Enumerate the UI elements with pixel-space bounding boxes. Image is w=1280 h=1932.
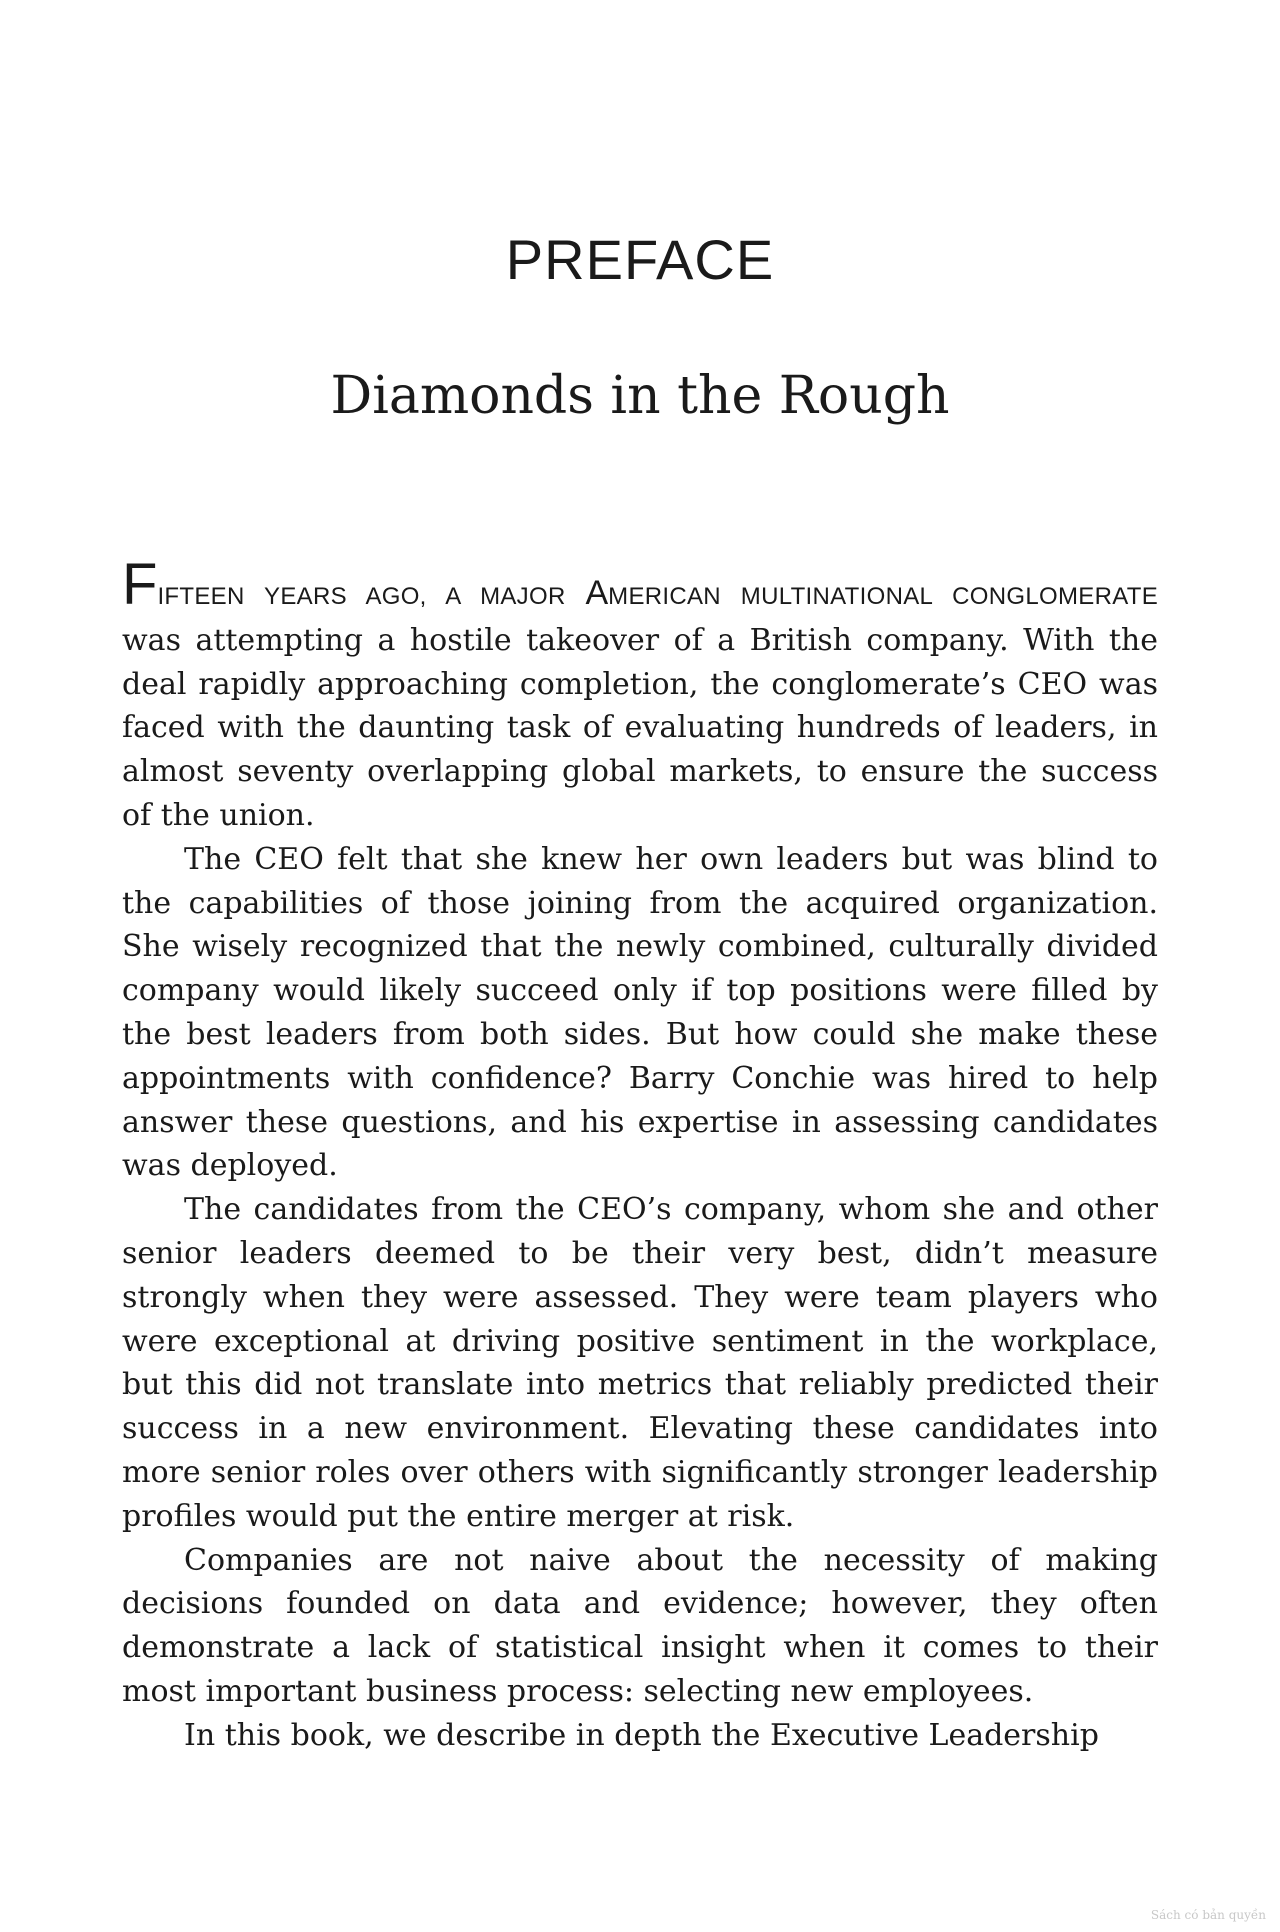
lead-text-part1: IFTEEN YEARS AGO, A MAJOR [157,583,586,610]
opening-lead-line [122,552,1159,619]
paragraph: In this book, we describe in depth the Executive Leadership [184,1717,1099,1753]
opening-rest: was attempting a hostile takeover of a British company. With the deal rapidly approaching completion, the conglomerate’s CEO was faced with the daunting task of evaluating hundreds of leaders, in almost seventy overlapping global markets, to ensure the success of the union. [122,622,1158,833]
opening-paragraph [122,552,1159,838]
lead-cap: A [585,574,609,612]
lead-text-part2: MERICAN MULTINATIONAL CONGLOMERATE [608,583,1159,610]
paragraph: The candidates from the CEO’s company, whom she and other senior leaders deemed to be their very best, didn’t measure strongly when they were assessed. They were team players who were exceptional at driving positive sentiment in the workplace, but this did not translate into metrics that reliably predicted their success in a new environment. Elevating these candidates into more senior roles over others with significantly stronger leadership profiles would put the entire merger at risk. [122,1192,1158,1534]
chapter-title: Diamonds in the Rough [330,366,950,426]
drop-cap: F [122,552,158,617]
paragraph: Companies are not naive about the necessity of making decisions founded on data and evidence; however, they often demonstrate a lack of statistical insight when it comes to their most important business process: selecting new employees. [122,1542,1158,1709]
section-label: PREFACE [505,228,775,291]
paragraph: The CEO felt that she knew her own leaders but was blind to the capabilities of those joining from the acquired organization. She wisely recognized that the newly combined, culturally divided company would likely succeed only if top positions were filled by the best leaders from both sides. But how could she make these appointments with confidence? Barry Conchie was hired to help answer these questions, and his expertise in assessing candidates was deployed. [122,841,1158,1184]
body-text [122,552,1159,1758]
copyright-watermark: Sách có bản quyền [1150,1908,1266,1922]
